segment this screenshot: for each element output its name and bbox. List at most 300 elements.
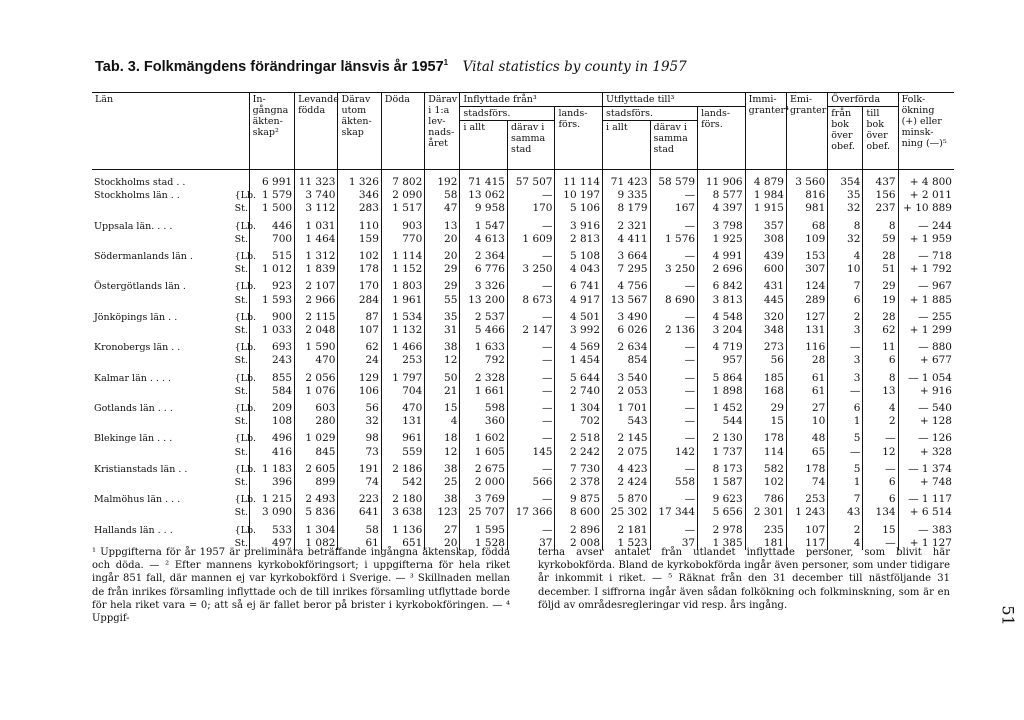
table-cell: 3 490 [603,307,651,324]
table-cell: 71 415 [460,170,508,190]
header-doda: Döda [381,93,424,170]
table-cell: 5 [828,459,863,476]
table-cell: 57 507 [507,170,555,190]
table-cell: + 1 959 [898,233,954,246]
table-cell: 2 056 [295,368,338,385]
table-cell: + 677 [898,354,954,367]
table-row [92,263,954,276]
table-cell: 106 [338,385,381,398]
table-cell: 1 984 [745,189,786,202]
table-cell: 2 136 [650,324,698,337]
table-cell: 181 [745,537,786,550]
row-type: {Lb. [234,311,257,323]
header-lan: Län [92,93,249,170]
table-cell: 5 870 [603,489,651,506]
table-cell: 37 [650,537,698,550]
table-cell: 71 423 [603,170,651,190]
table-cell: 446 [249,216,294,233]
table-cell: 142 [650,446,698,459]
table-cell: 11 114 [555,170,603,190]
table-cell: 700 [249,233,294,246]
table-cell: 3 638 [381,506,424,519]
table-cell: — [650,459,698,476]
table-row [92,398,954,415]
table-row [92,276,954,293]
table-cell: 845 [295,446,338,459]
table-cell: 1 500 [249,202,294,215]
table-row [92,233,954,246]
table-cell: — [507,337,555,354]
table-cell: 289 [786,294,827,307]
table-cell: 3 798 [698,216,746,233]
table-cell: 12 [425,354,460,367]
table-cell: 2 424 [603,476,651,489]
county-name: Malmöhus län . . . [94,494,181,506]
header-stadsfors-in: stadsförs. [460,107,555,121]
table-cell: 2 740 [555,385,603,398]
table-cell: 253 [786,489,827,506]
table-cell: 598 [460,398,508,415]
table-cell: — [507,189,555,202]
table-cell: 6 741 [555,276,603,293]
table-cell: 1 602 [460,428,508,445]
row-type: St. [234,203,248,215]
table-cell: 1 132 [381,324,424,337]
table-cell: — [863,459,898,476]
table-cell: 1 114 [381,246,424,263]
table-cell: 2 328 [460,368,508,385]
table-cell: 1 925 [698,233,746,246]
table-cell: 770 [381,233,424,246]
row-type: {Lb. [234,403,257,415]
table-cell: 439 [745,246,786,263]
county-name: Kristianstads län . . [94,463,188,475]
table-cell: 903 [381,216,424,233]
table-cell: 10 197 [555,189,603,202]
table-cell: 5 108 [555,246,603,263]
table-cell: 1 587 [698,476,746,489]
table-cell: 8 690 [650,294,698,307]
table-cell: 6 [863,489,898,506]
table-cell: 2 242 [555,446,603,459]
table-cell: 170 [507,202,555,215]
row-type: {Lb. [234,524,257,536]
table-cell: 1 523 [603,537,651,550]
table-cell: 107 [786,520,827,537]
table-cell: 3 560 [786,170,827,190]
table-cell: 1 031 [295,216,338,233]
table-cell: 3 [828,368,863,385]
table-row [92,446,954,459]
table-cell: 43 [828,506,863,519]
table-cell: 243 [249,354,294,367]
table-cell: 1 797 [381,368,424,385]
table-cell: 7 [828,276,863,293]
table-row [92,459,954,476]
table-cell: 131 [786,324,827,337]
table-cell: — [650,354,698,367]
row-type: {Lb. [234,281,257,293]
table-cell: 58 [425,189,460,202]
county-name: Södermanlands län . [94,251,193,263]
table-cell: 127 [786,307,827,324]
table-cell: 6 [828,398,863,415]
table-cell: 2 378 [555,476,603,489]
table-cell: — 255 [898,307,954,324]
row-type: St. [234,325,248,337]
table-cell: 8 577 [698,189,746,202]
county-name [92,415,235,428]
table-cell: 360 [460,415,508,428]
table-cell: — 967 [898,276,954,293]
table-cell: — [650,398,698,415]
table-cell: 981 [786,202,827,215]
table-cell: 20 [425,537,460,550]
table-cell: — [650,276,698,293]
header-ingangna: In-gångna äkten-skap² [249,93,294,170]
table-cell: 13 [425,216,460,233]
table-cell: 18 [425,428,460,445]
table-cell: 2 [828,307,863,324]
table-cell: 74 [338,476,381,489]
table-cell: 3 112 [295,202,338,215]
table-row [92,189,954,202]
table-cell: 5 836 [295,506,338,519]
table-cell: — [863,537,898,550]
table-cell: 1 076 [295,385,338,398]
table-cell: 32 [338,415,381,428]
table-cell: 1 898 [698,385,746,398]
table-cell: 17 366 [507,506,555,519]
table-cell: 3 326 [460,276,508,293]
table-cell: 2 180 [381,489,424,506]
table-cell: 145 [507,446,555,459]
table-cell: 13 200 [460,294,508,307]
table-cell: 8 173 [698,459,746,476]
header-emigranter: Emi-granter [786,93,827,170]
table-cell: 273 [745,337,786,354]
county-name: Uppsala län. . . . [94,220,173,232]
table-cell: 6 [863,354,898,367]
table-cell: 3 [828,354,863,367]
row-type: St. [234,355,248,367]
table-cell: + 1 299 [898,324,954,337]
table-cell: 73 [338,446,381,459]
table-cell: 6 842 [698,276,746,293]
table-cell: 2 301 [745,506,786,519]
row-type: {Lb. [234,372,257,384]
table-cell: 3 992 [555,324,603,337]
table-cell: 1 593 [249,294,294,307]
table-cell: 346 [338,189,381,202]
table-cell: 284 [338,294,381,307]
table-cell: 102 [745,476,786,489]
table-cell: 3 813 [698,294,746,307]
table-cell: 1 466 [381,337,424,354]
table-cell: 1 839 [295,263,338,276]
table-cell: 8 179 [603,202,651,215]
table-cell: 223 [338,489,381,506]
table-cell: 7 [828,489,863,506]
table-cell: 559 [381,446,424,459]
statistics-table [92,92,954,550]
table-cell: 108 [249,415,294,428]
table-cell: 11 [863,337,898,354]
table-cell: 566 [507,476,555,489]
table-cell: — [650,216,698,233]
table-cell: 1 [828,415,863,428]
table-cell: 3 [828,324,863,337]
table-cell: 20 [425,233,460,246]
table-cell: 470 [381,398,424,415]
table-cell: 3 250 [650,263,698,276]
table-cell: + 128 [898,415,954,428]
table-cell: 3 740 [295,189,338,202]
table-cell: 1 [828,476,863,489]
table-cell: 56 [745,354,786,367]
table-cell: — 244 [898,216,954,233]
county-name: Gotlands län . . . [94,403,173,415]
table-cell: 3 664 [603,246,651,263]
table-cell: 11 906 [698,170,746,190]
table-cell: 354 [828,170,863,190]
header-lev: Därav i 1:a lev-nads-året [425,93,460,170]
table-cell: 515 [249,246,294,263]
table-cell: 641 [338,506,381,519]
table-cell: 9 875 [555,489,603,506]
table-cell: — [507,398,555,415]
table-cell: 56 [338,398,381,415]
table-cell: 543 [603,415,651,428]
table-cell: 159 [338,233,381,246]
table-cell: 2 364 [460,246,508,263]
table-cell: 2 966 [295,294,338,307]
row-type: {Lb. [234,190,257,202]
table-cell: + 1 885 [898,294,954,307]
table-cell: 1 029 [295,428,338,445]
table-cell: 2 321 [603,216,651,233]
row-type: St. [234,537,248,549]
table-cell: 4 [828,246,863,263]
table-cell: 9 623 [698,489,746,506]
county-name [92,263,235,276]
table-cell: 10 [828,263,863,276]
table-cell: 1 605 [460,446,508,459]
table-cell: 816 [786,189,827,202]
table-cell: 15 [745,415,786,428]
table-cell: 1 576 [650,233,698,246]
table-cell: 58 [338,520,381,537]
table-title [95,58,687,75]
table-cell: 445 [745,294,786,307]
table-cell: 117 [786,537,827,550]
table-cell: 5 106 [555,202,603,215]
table-cell: 24 [338,354,381,367]
table-cell: 61 [786,368,827,385]
table-cell: 792 [460,354,508,367]
header-folkokning: Folk-ökning (+) eller minsk-ning (—)⁵ [898,93,954,170]
county-name [92,294,235,307]
table-cell: 348 [745,324,786,337]
table-cell: 17 344 [650,506,698,519]
table-cell: 8 [863,216,898,233]
table-row [92,489,954,506]
table-cell: 702 [555,415,603,428]
table-cell: 4 411 [603,233,651,246]
table-cell: 1 803 [381,276,424,293]
table-cell: 2 634 [603,337,651,354]
table-cell: 13 567 [603,294,651,307]
table-cell: 5 [828,428,863,445]
table-cell: 58 579 [650,170,698,190]
table-cell: 156 [863,189,898,202]
table-row [92,354,954,367]
table-number: Tab. 3. [95,58,140,75]
row-type: {Lb. [234,220,257,232]
table-cell: 4 569 [555,337,603,354]
table-cell: — [507,385,555,398]
table-cell: 74 [786,476,827,489]
table-row [92,170,954,190]
footnotes-left: ¹ Uppgifterna för år 1957 är preliminära beträffande ingångna äktenskap, födda och döda. — ² Efter mannens kyrkobokföringsort; i uppgifterna för hela riket ingår 851 fall, där mannen ej var kyrkobokförd i Sverige. — ³ Skillnaden mellan de från inrikes församling inflyttade och de till inrikes församling utflyttade borde för hela riket vara = 0; att så ej är fallet beror på brister i kyrkobokföringen. — ⁴ Uppgif- [92,547,510,625]
table-cell: 693 [249,337,294,354]
table-cell: 957 [698,354,746,367]
table-cell: — 383 [898,520,954,537]
table-cell: 1 304 [555,398,603,415]
table-cell: — 1 117 [898,489,954,506]
table-cell: 3 250 [507,263,555,276]
table-cell: 2 896 [555,520,603,537]
table-cell: 38 [425,337,460,354]
table-cell: 1 701 [603,398,651,415]
table-cell: 68 [786,216,827,233]
table-row [92,202,954,215]
header-inflyttade: Inflyttade från³ [460,93,603,107]
table-cell: 2 008 [555,537,603,550]
table-cell: 2 075 [603,446,651,459]
table-cell: 178 [786,459,827,476]
table-cell: 1 633 [460,337,508,354]
table-cell: 2 147 [507,324,555,337]
table-cell: 3 769 [460,489,508,506]
county-name [92,324,235,337]
table-row [92,385,954,398]
page-number: 51 [998,605,1018,626]
table-cell: 7 730 [555,459,603,476]
table-cell: 923 [249,276,294,293]
row-type: {Lb. [234,463,257,475]
table-cell: 4 043 [555,263,603,276]
table-cell: 131 [381,415,424,428]
table-cell: 1 590 [295,337,338,354]
table-cell: 2 090 [381,189,424,202]
table-cell: 29 [425,263,460,276]
table-cell: 280 [295,415,338,428]
table-cell: 8 673 [507,294,555,307]
table-cell: 900 [249,307,294,324]
table-cell: 1 961 [381,294,424,307]
table-cell: 87 [338,307,381,324]
table-cell: 237 [863,202,898,215]
table-cell: 2 000 [460,476,508,489]
table-cell: 542 [381,476,424,489]
table-cell: 854 [603,354,651,367]
table-cell: 192 [425,170,460,190]
table-row [92,520,954,537]
table-cell: 1 243 [786,506,827,519]
table-cell: 544 [698,415,746,428]
table-cell: — [507,354,555,367]
table-cell: 1 136 [381,520,424,537]
table-cell: — [828,446,863,459]
table-cell: — [650,246,698,263]
table-cell: 1 528 [460,537,508,550]
table-cell: — [507,459,555,476]
table-cell: 61 [786,385,827,398]
table-cell: 27 [425,520,460,537]
table-cell: 31 [425,324,460,337]
table-cell: 307 [786,263,827,276]
table-row [92,294,954,307]
table-cell: 6 776 [460,263,508,276]
table-cell: 2 053 [603,385,651,398]
table-cell: 25 [425,476,460,489]
row-type: St. [234,446,248,458]
table-row [92,428,954,445]
table-cell: 2 145 [603,428,651,445]
header-overforda: Överförda [828,93,898,107]
table-row [92,506,954,519]
table-cell: 582 [745,459,786,476]
header-till-bok: till bok över obef. [863,107,898,170]
table-cell: 5 656 [698,506,746,519]
table-cell: 134 [863,506,898,519]
county-name [92,506,235,519]
table-cell: 4 613 [460,233,508,246]
table-cell: 786 [745,489,786,506]
table-cell: 1 464 [295,233,338,246]
table-cell: 1 082 [295,537,338,550]
row-type: St. [234,294,248,306]
table-cell: 3 540 [603,368,651,385]
table-cell: — [650,428,698,445]
table-cell: 3 916 [555,216,603,233]
footnotes-right: terna avser antalet från utlandet inflyttade personer, som blivit här kyrkobokförda. Bland de kyrkobokförda ingår även personer, som under tidigare år inkommit i riket. — ⁵ Räknat från den 31 december till nästföljande 31 december. I siffrorna ingår även sådan folkökning och folkminskning, som är en följd av områdesregleringar vid resp. års ingång. [538,547,950,611]
table-cell: 2 675 [460,459,508,476]
table-cell: 2 696 [698,263,746,276]
table-cell: — [507,276,555,293]
table-cell: 6 991 [249,170,294,190]
table-cell: 8 600 [555,506,603,519]
table-cell: 55 [425,294,460,307]
table-row [92,307,954,324]
header-landsfors-in: lands-förs. [555,107,603,170]
table-cell: 4 [425,415,460,428]
header-utflyttade: Utflyttade till³ [603,93,746,107]
table-cell: 1 737 [698,446,746,459]
table-cell: 4 879 [745,170,786,190]
county-name: Kalmar län . . . . [94,372,172,384]
title-footnote-mark: 1 [443,58,449,67]
row-type: {Lb. [234,342,257,354]
table-cell: 2 493 [295,489,338,506]
county-name: Kronobergs län . . [94,342,181,354]
table-cell: 855 [249,368,294,385]
table-cell: 13 062 [460,189,508,202]
table-cell: — [507,368,555,385]
table-cell: 123 [425,506,460,519]
row-type: St. [234,477,248,489]
